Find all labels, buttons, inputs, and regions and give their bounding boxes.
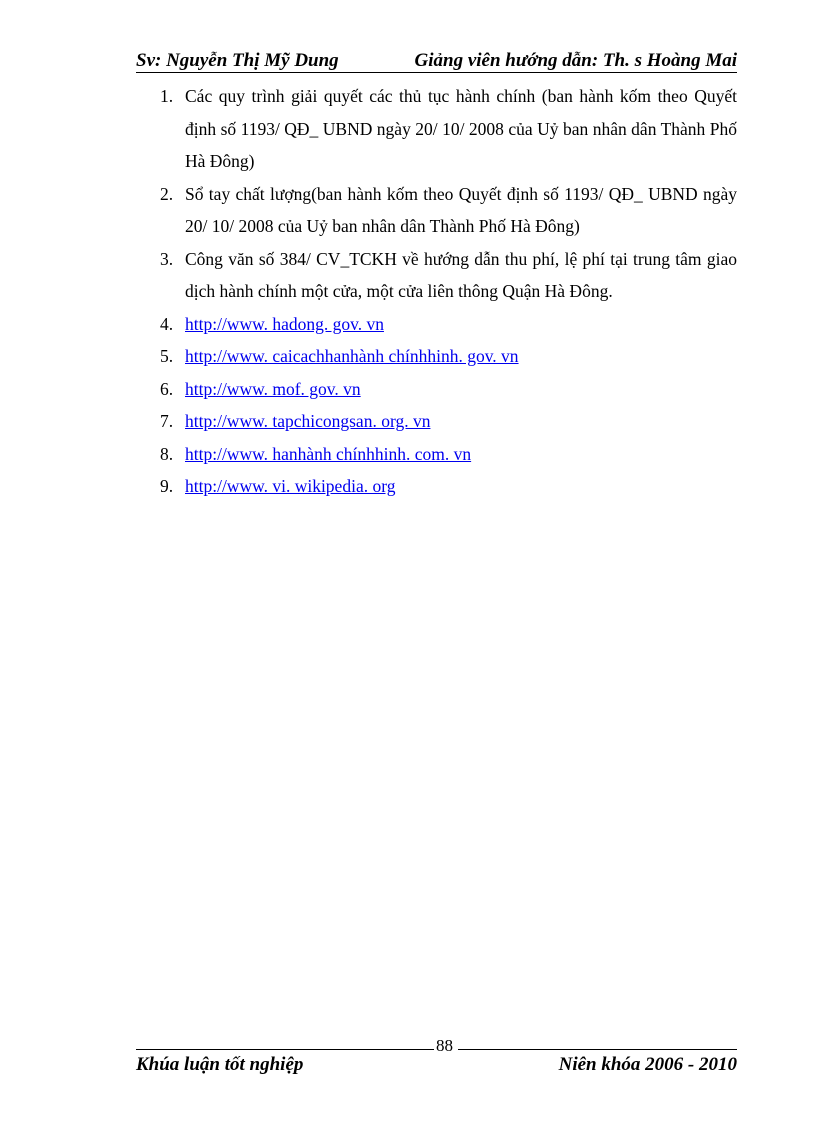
reference-item (160, 438, 737, 471)
reference-link[interactable]: http://www. tapchicongsan. org. vn (185, 411, 431, 431)
header-student: Sv: Nguyễn Thị Mỹ Dung (136, 50, 339, 71)
reference-number: 2. (160, 183, 174, 204)
reference-text: Công văn số 384/ CV_TCKH về hướng dẫn thu phí, lệ phí tại trung tâm giao dịch hành chính một cửa, một cửa liên thông Quận Hà Đông. (185, 248, 737, 301)
reference-number: 6. (160, 378, 174, 399)
page-footer (136, 1054, 737, 1078)
footer-divider-left (136, 1049, 434, 1050)
page-header (136, 50, 737, 73)
reference-item (160, 470, 737, 503)
reference-text: Các quy trình giải quyết các thủ tục hành chính (ban hành kốm theo Quyết định số 1193/ QĐ_ UBND ngày 20/ 10/ 2008 của Uỷ ban nhân dân Thành Phố Hà Đông) (185, 86, 737, 171)
reference-item (160, 80, 737, 178)
reference-number: 8. (160, 443, 174, 464)
reference-list (160, 80, 737, 503)
footer-thesis-label: Khúa luận tốt nghiệp (136, 1054, 304, 1075)
footer-academic-year: Niên khóa 2006 - 2010 (558, 1054, 737, 1075)
reference-text: Sổ tay chất lượng(ban hành kốm theo Quyết định số 1193/ QĐ_ UBND ngày 20/ 10/ 2008 của Uỷ ban nhân dân Thành Phố Hà Đông) (185, 183, 737, 236)
reference-number: 1. (160, 86, 174, 106)
footer-divider-right (458, 1049, 737, 1050)
reference-item (160, 243, 737, 308)
reference-number: 5. (160, 346, 174, 366)
reference-item (160, 178, 737, 243)
reference-number: 3. (160, 248, 174, 269)
reference-number: 9. (160, 476, 174, 496)
reference-number: 4. (160, 313, 174, 334)
reference-link[interactable]: http://www. caicachhanhành chínhhinh. gov. vn (185, 346, 519, 366)
reference-item (160, 373, 737, 406)
reference-item (160, 308, 737, 341)
header-advisor: Giảng viên hướng dẫn: Th. s Hoàng Mai (414, 50, 737, 71)
reference-number: 7. (160, 411, 174, 431)
page-number: 88 (436, 1036, 453, 1055)
reference-item (160, 340, 737, 373)
reference-item (160, 405, 737, 438)
reference-link[interactable]: http://www. hadong. gov. vn (185, 313, 384, 334)
reference-link[interactable]: http://www. mof. gov. vn (185, 378, 361, 399)
reference-link[interactable]: http://www. hanhành chínhhinh. com. vn (185, 443, 472, 464)
reference-link[interactable]: http://www. vi. wikipedia. org (185, 476, 396, 496)
